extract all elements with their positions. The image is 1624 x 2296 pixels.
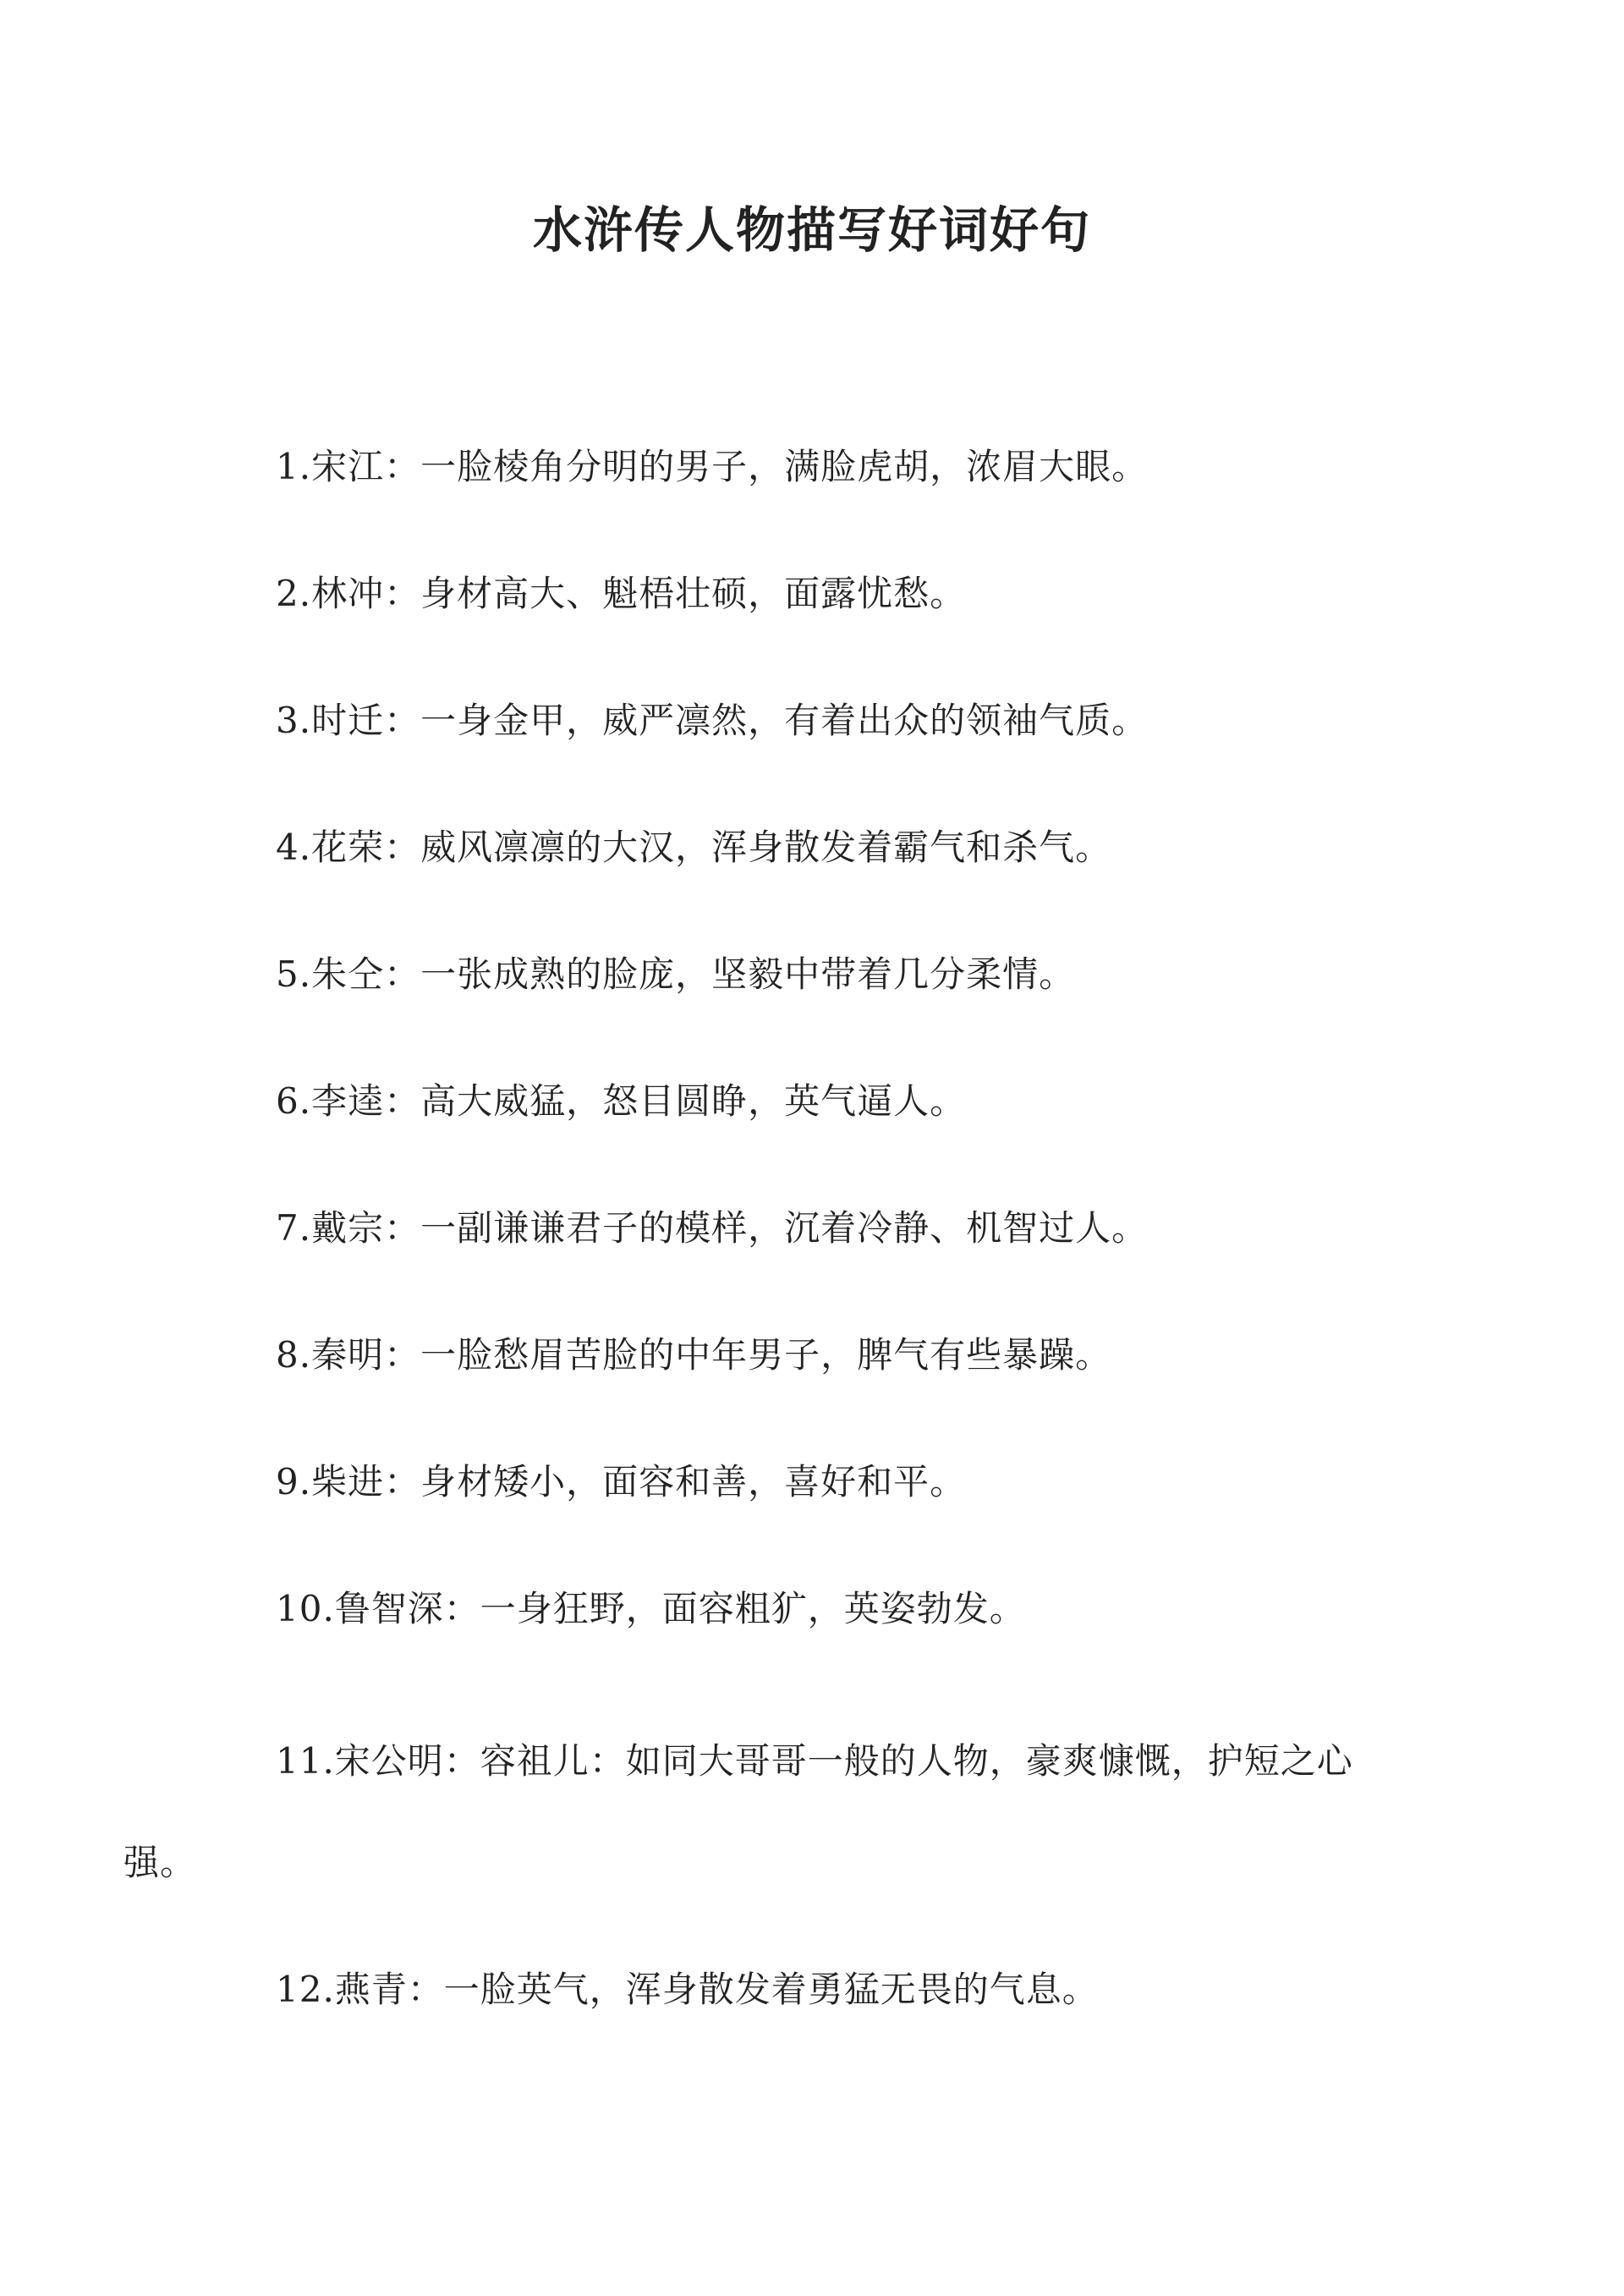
- list-item: 5.朱仝：一张成熟的脸庞，坚毅中带着几分柔情。: [276, 953, 1076, 995]
- list-item: 11.宋公明：容祖儿：如同大哥哥一般的人物，豪爽慷慨，护短之心强。: [123, 1740, 1353, 1883]
- list-item: 8.秦明：一脸愁眉苦脸的中年男子，脾气有些暴躁。: [276, 1334, 1112, 1376]
- list-item: 4.花荣：威风凛凛的大汉，浑身散发着霸气和杀气。: [276, 827, 1112, 868]
- list-item: 2.林冲：身材高大、魁梧壮硕，面露忧愁。: [276, 573, 967, 614]
- list-item: 1.宋江：一脸棱角分明的男子，满脸虎胡，浓眉大眼。: [276, 446, 1149, 487]
- entry-list: [123, 442, 1418, 2091]
- list-item: 9.柴进：身材矮小，面容和善，喜好和平。: [276, 1461, 967, 1502]
- list-item: 7.戴宗：一副谦谦君子的模样，沉着冷静、机智过人。: [276, 1207, 1149, 1249]
- list-item: 12.燕青：一脸英气，浑身散发着勇猛无畏的气息。: [276, 1969, 1099, 2010]
- list-item: 10.鲁智深：一身狂野，面容粗犷，英姿勃发。: [276, 1588, 1026, 1629]
- document-title: 水浒传人物描写好词好句: [532, 201, 1091, 259]
- list-item: 3.时迁：一身金甲，威严凛然，有着出众的领袖气质。: [276, 700, 1149, 741]
- list-item: 6.李逵：高大威猛，怒目圆睁，英气逼人。: [276, 1080, 967, 1122]
